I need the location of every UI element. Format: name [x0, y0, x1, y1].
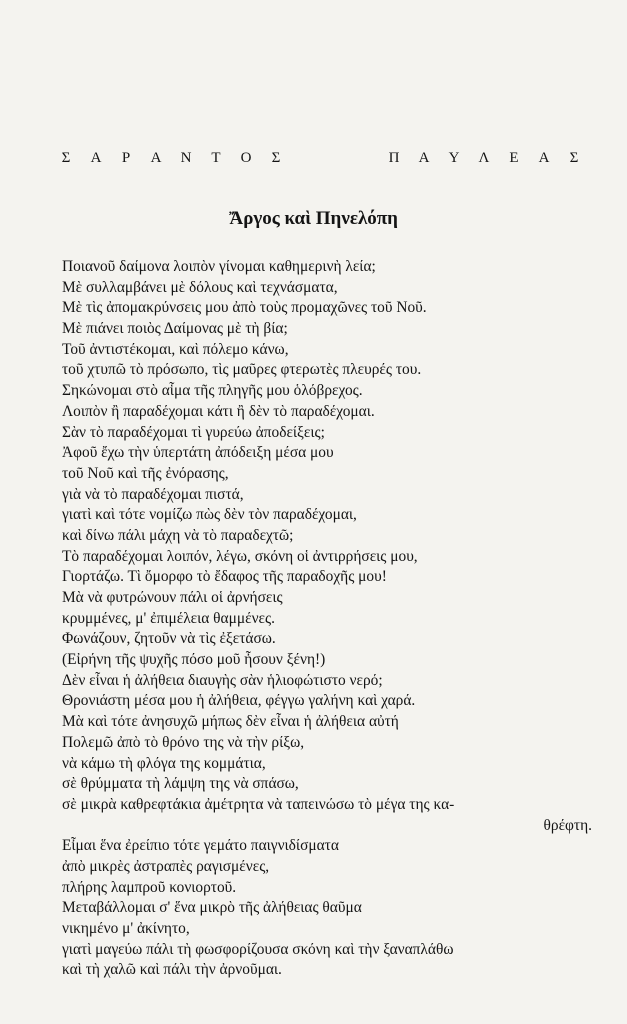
- poem-line: Τοῦ ἀντιστέκομαι, καὶ πόλεμο κάνω,: [62, 340, 289, 358]
- poem-line: Λοιπὸν ἢ παραδέχομαι κάτι ἢ δὲν τὸ παραδέχομαι.: [62, 402, 375, 420]
- poem-line: νικημένο μ' ἀκίνητο,: [62, 920, 190, 937]
- poem-line: καὶ δίνω πάλι μάχη νὰ τὸ παραδεχτῶ;: [62, 526, 294, 544]
- poem-line: Ἀφοῦ ἔχω τὴν ὑπερτάτη ἀπόδειξη μέσα μου: [62, 444, 334, 462]
- author-letter: Ν: [180, 150, 192, 166]
- author-letter: Σ: [569, 150, 579, 166]
- poem-line: κρυμμένες, μ' ἐπιμέλεια θαμμένες.: [62, 609, 275, 627]
- poem-line: πλήρης λαμπροῦ κονιορτοῦ.: [62, 878, 237, 896]
- author-letter: Ρ: [121, 150, 131, 166]
- author-letter: Σ: [271, 150, 281, 166]
- poem-line: Σηκώνομαι στὸ αἷμα τῆς πληγῆς μου ὁλόβρεχος.: [62, 382, 363, 400]
- poem-line: ἀπὸ μικρὲς ἀστραπὲς ραγισμένες,: [62, 857, 270, 875]
- poem-line: Μὲ τὶς ἀπομακρύνσεις μου ἀπὸ τοὺς προμαχῶνες τοῦ Νοῦ.: [62, 299, 427, 317]
- poem-line: Τὸ παραδέχομαι λοιπόν, λέγω, σκόνη οἱ ἀντιρρήσεις μου,: [62, 547, 418, 565]
- poem-line: Μὰ νὰ φυτρώνουν πάλι οἱ ἀρνήσεις: [62, 589, 283, 606]
- poem-line: Μὲ πιάνει ποιὸς Δαίμονας μὲ τὴ βία;: [62, 320, 288, 338]
- poem-line: Ποιανοῦ δαίμονα λοιπὸν γίνομαι καθημερινὴ λεία;: [62, 258, 376, 275]
- poem-line: Φωνάζουν, ζητοῦν νὰ τὶς ἐξετάσω.: [62, 630, 276, 648]
- poem-body: [62, 257, 592, 981]
- poem-line: Θρονιάστη μέσα μου ἡ ἀλήθεια, φέγγω γαλήνη καὶ χαρά.: [62, 692, 416, 710]
- poem-line: Γιορτάζω. Τὶ ὄμορφο τὸ ἔδαφος τῆς παραδοχῆς μου!: [62, 568, 387, 586]
- author-last-name: [388, 150, 580, 167]
- poem-line: (Εἰρήνη τῆς ψυχῆς πόσο μοῦ ἦσουν ξένη!): [62, 651, 326, 669]
- poem-line: τοῦ Νοῦ καὶ τῆς ἐνόρασης,: [62, 464, 229, 482]
- author-letter: Ο: [240, 150, 252, 166]
- author-letter: Α: [538, 150, 550, 166]
- poem-line: Δὲν εἶναι ἡ ἀλήθεια διαυγὴς σὰν ἡλιοφώτιστο νερό;: [62, 671, 383, 689]
- poem-line: καὶ τὴ χαλῶ καὶ πάλι τὴν ἀρνοῦμαι.: [62, 961, 282, 979]
- poem-line: σὲ μικρὰ καθρεφτάκια ἀμέτρητα νὰ ταπεινώσω τὸ μέγα της κα-: [62, 795, 455, 813]
- author-letter: Υ: [448, 150, 460, 166]
- author-letter: Α: [90, 150, 102, 166]
- author-letter: Α: [418, 150, 430, 166]
- poem-line-continuation: θρέφτη.: [543, 816, 592, 834]
- author-name: [60, 150, 580, 167]
- author-letter: Σ: [61, 150, 71, 166]
- poem-line: Σὰν τὸ παραδέχομαι τὶ γυρεύω ἀποδείξεις;: [62, 423, 325, 441]
- poem-line: Μὲ συλλαμβάνει μὲ δόλους καὶ τεχνάσματα,: [62, 278, 338, 296]
- poem-line: Εἶμαι ἕνα ἐρείπιο τότε γεμάτο παιγνιδίσματα: [62, 837, 339, 855]
- author-letter: Τ: [211, 150, 221, 166]
- author-letter: Λ: [478, 150, 490, 166]
- author-first-name: [60, 150, 282, 167]
- poem-line: γιὰ νὰ τὸ παραδέχομαι πιστά,: [62, 485, 244, 503]
- author-letter: Π: [388, 150, 400, 166]
- poem-line: τοῦ χτυπῶ τὸ πρόσωπο, τὶς μαῦρες φτερωτὲς πλευρές του.: [62, 361, 422, 379]
- poem-line: γιατὶ μαγεύω πάλι τὴ φωσφορίζουσα σκόνη καὶ τὴν ξαναπλάθω: [62, 940, 454, 958]
- poem-line: γιατὶ καὶ τότε νομίζω πὼς δὲν τὸν παραδέχομαι,: [62, 506, 357, 524]
- author-letter: Ε: [509, 150, 519, 166]
- poem-title: Ἄργος καὶ Πηνελόπη: [229, 208, 398, 229]
- poem-line: σὲ θρύμματα τὴ λάμψη της νὰ σπάσω,: [62, 775, 299, 793]
- poem-line: Μεταβάλλομαι σ' ἕνα μικρὸ τῆς ἀλήθειας θαῦμα: [62, 899, 362, 917]
- author-letter: Α: [150, 150, 162, 166]
- poem-line: νὰ κάμω τὴ φλόγα της κομμάτια,: [62, 754, 266, 772]
- poem-line: Μὰ καὶ τότε ἀνησυχῶ μήπως δὲν εἶναι ἡ ἀλήθεια αὐτή: [62, 713, 399, 731]
- poem-line: Πολεμῶ ἀπὸ τὸ θρόνο της νὰ τὴν ρίξω,: [62, 733, 305, 751]
